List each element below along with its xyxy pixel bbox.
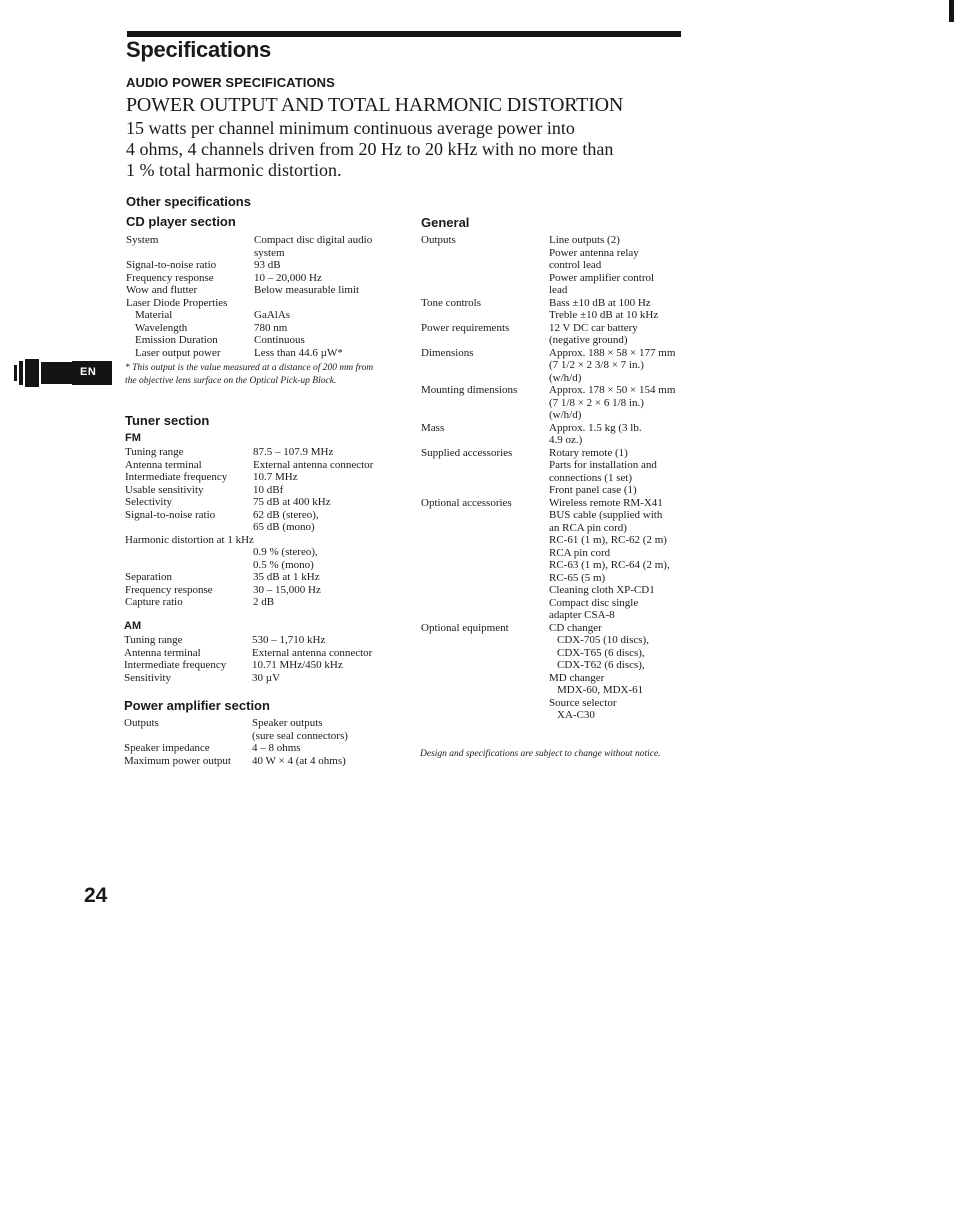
spec-value-line: (negative ground) — [549, 334, 628, 346]
spec-value-line: Approx. 178 × 50 × 154 mm — [549, 384, 676, 396]
spec-value-line: RC-63 (1 m), RC-64 (2 m), — [549, 559, 670, 571]
spec-value — [253, 584, 321, 597]
spec-value-line: 4.9 oz.) — [549, 434, 583, 446]
spec-value-line: 93 dB — [254, 259, 281, 271]
tuner-section-heading: Tuner section — [125, 413, 210, 428]
spec-value-line: 4 – 8 ohms — [252, 742, 301, 754]
spec-label: Antenna terminal — [125, 458, 202, 471]
spec-label: Outputs — [421, 234, 456, 246]
spec-value-line: Cleaning cloth XP-CD1 — [549, 584, 655, 596]
spec-value — [253, 446, 333, 459]
spec-value-line: RC-65 (5 m) — [549, 571, 606, 584]
spec-value-line: 10.7 MHz — [253, 471, 298, 483]
spec-label: Outputs — [124, 717, 159, 729]
spec-label: Mounting dimensions — [421, 384, 518, 396]
spec-label: Usable sensitivity — [125, 483, 204, 496]
spec-value-line: RC-61 (1 m), RC-62 (2 m) — [549, 534, 667, 546]
spec-label: Harmonic distortion at 1 kHz — [125, 533, 254, 546]
spec-label: Wavelength — [135, 321, 188, 334]
spec-value — [252, 672, 280, 685]
spec-value-line: MD changer — [549, 671, 605, 684]
spec-value — [253, 459, 373, 472]
spec-value — [549, 234, 654, 297]
spec-label: Emission Duration — [135, 334, 218, 346]
spec-value — [253, 571, 320, 584]
spec-value-line: RCA pin cord — [549, 546, 611, 559]
spec-label: Wow and flutter — [126, 284, 198, 296]
spec-value-line: 10 – 20,000 Hz — [254, 271, 322, 284]
spec-value — [254, 309, 290, 322]
spec-value-line: Less than 44.6 µW* — [254, 346, 343, 359]
spec-value — [253, 509, 319, 534]
power-output-headline: POWER OUTPUT AND TOTAL HARMONIC DISTORTION — [126, 94, 624, 116]
spec-label: Maximum power output — [124, 754, 231, 767]
spec-value-line: connections (1 set) — [549, 471, 633, 484]
spec-label: Selectivity — [125, 496, 173, 508]
spec-value-line: Line outputs (2) — [549, 234, 620, 246]
spec-value — [252, 647, 372, 660]
spec-value — [252, 755, 346, 768]
spec-value — [549, 347, 675, 385]
spec-label: Laser Diode Properties — [126, 296, 228, 309]
language-tab-en — [72, 361, 112, 385]
spec-value — [549, 622, 649, 722]
audio-power-heading: AUDIO POWER SPECIFICATIONS — [126, 75, 335, 90]
spec-value-line — [253, 534, 318, 547]
spec-value-line: CDX-705 (10 discs), — [557, 634, 649, 646]
spec-value — [253, 484, 283, 497]
spec-value-line: Approx. 188 × 58 × 177 mm — [549, 346, 676, 359]
spec-value-line: (7 1/2 × 2 3/8 × 7 in.) — [549, 359, 644, 371]
cd-section-heading: CD player section — [126, 214, 236, 229]
spec-value-line: 12 V DC car battery — [549, 321, 638, 334]
spec-value-line: Compact disc digital audio — [254, 234, 373, 246]
amplifier-section-heading: Power amplifier section — [124, 698, 270, 713]
spec-label: Capture ratio — [125, 596, 183, 608]
tab-marker-graphic — [14, 359, 72, 387]
spec-value-line: 10.71 MHz/450 kHz — [252, 659, 343, 671]
spec-value-line: Below measurable limit — [254, 284, 360, 296]
spec-value-line: 65 dB (mono) — [253, 521, 315, 533]
spec-value-line: CDX-T62 (6 discs), — [557, 659, 645, 671]
spec-label: Tone controls — [421, 296, 482, 309]
spec-value-line: CD changer — [549, 621, 602, 634]
statement-line: 4 ohms, 4 channels driven from 20 Hz to 20 kHz with no more than — [126, 139, 614, 159]
spec-label: Tuning range — [124, 634, 183, 646]
spec-label: System — [126, 234, 159, 246]
spec-value-line: Wireless remote RM-X41 — [549, 496, 663, 509]
spec-value — [549, 297, 658, 322]
spec-value-line: BUS cable (supplied with — [549, 509, 663, 521]
spec-value — [549, 422, 642, 447]
spec-label: Laser output power — [135, 346, 221, 359]
spec-value — [254, 284, 359, 297]
statement-line: 1 % total harmonic distortion. — [126, 160, 342, 180]
statement-line: 15 watts per channel minimum continuous average power into — [126, 118, 575, 138]
spec-value — [253, 534, 318, 572]
spec-label: Sensitivity — [124, 671, 172, 684]
general-section-heading: General — [421, 215, 470, 230]
power-output-statement — [126, 118, 701, 181]
spec-value-line: an RCA pin cord) — [549, 521, 627, 534]
spec-value-line: Front panel case (1) — [549, 484, 637, 496]
spec-value-line: GaAlAs — [254, 309, 291, 321]
spec-value-line: lead — [549, 284, 568, 296]
spec-value — [252, 742, 301, 755]
spec-value — [253, 471, 298, 484]
spec-value — [549, 322, 638, 347]
spec-value-line: Source selector — [549, 696, 617, 709]
spec-label: Intermediate frequency — [124, 659, 227, 671]
spec-value-line: 87.5 – 107.9 MHz — [253, 446, 334, 458]
spec-value-line: External antenna connector — [253, 458, 374, 471]
page-edge-mark — [949, 0, 954, 22]
spec-value-line: adapter CSA-8 — [549, 609, 615, 621]
spec-value-line: 10 dBf — [253, 483, 284, 496]
spec-value-line: 30 µV — [252, 671, 281, 684]
laser-footnote: * This output is the value measured at a distance of 200 mm from the objective lens surface on the Optical Pick-up Block. — [125, 363, 374, 386]
spec-value-line: 2 dB — [253, 596, 275, 608]
spec-value — [549, 447, 657, 497]
spec-value — [254, 334, 305, 347]
spec-label: Signal-to-noise ratio — [125, 508, 216, 521]
spec-value — [254, 272, 322, 285]
spec-value — [254, 234, 372, 259]
spec-label: Material — [135, 309, 173, 321]
spec-value-line: CDX-T65 (6 discs), — [557, 646, 645, 659]
spec-label: Intermediate frequency — [125, 471, 228, 483]
other-specifications-heading: Other specifications — [126, 194, 251, 209]
spec-value — [254, 259, 281, 272]
spec-value-line: Speaker outputs — [252, 717, 323, 729]
spec-label: Tuning range — [125, 446, 184, 458]
spec-value-line: 75 dB at 400 kHz — [253, 496, 331, 508]
spec-value-line: 40 W × 4 (at 4 ohms) — [252, 754, 346, 767]
spec-value — [253, 596, 274, 609]
spec-value-line: XA-C30 — [557, 709, 595, 721]
spec-value — [254, 322, 287, 335]
spec-label: Frequency response — [125, 583, 213, 596]
spec-value-line: system — [254, 246, 285, 259]
am-heading: AM — [124, 620, 142, 632]
spec-label: Optional accessories — [421, 496, 512, 509]
spec-value-line: Power antenna relay — [549, 246, 639, 259]
spec-label: Power requirements — [421, 321, 510, 334]
spec-label: Antenna terminal — [124, 646, 201, 659]
spec-value — [252, 634, 325, 647]
spec-value-line: 0.9 % (stereo), — [253, 546, 318, 558]
fm-heading: FM — [125, 432, 141, 444]
spec-value — [252, 659, 343, 672]
spec-value-line: (7 1/8 × 2 × 6 1/8 in.) — [549, 396, 644, 409]
spec-label: Optional equipment — [421, 621, 509, 634]
spec-value-line: Parts for installation and — [549, 459, 657, 471]
spec-value-line: 0.5 % (mono) — [253, 558, 314, 571]
spec-value-line: 530 – 1,710 kHz — [252, 634, 326, 646]
spec-value-line: 30 – 15,000 Hz — [253, 583, 321, 596]
spec-value-line: Continuous — [254, 334, 305, 346]
spec-value — [252, 717, 348, 742]
spec-value-line: Power amplifier control — [549, 271, 655, 284]
spec-value-line: 62 dB (stereo), — [253, 508, 319, 521]
spec-value-line: (sure seal connectors) — [252, 729, 348, 742]
page-number: 24 — [84, 884, 108, 907]
spec-value-line: (w/h/d) — [549, 409, 582, 421]
spec-label: Frequency response — [126, 271, 214, 284]
spec-value-line: control lead — [549, 259, 602, 271]
spec-value — [254, 347, 343, 360]
spec-value-line: Rotary remote (1) — [549, 446, 628, 459]
spec-label: Speaker impedance — [124, 742, 210, 754]
language-tab-label: EN — [80, 366, 97, 378]
spec-value-line: Treble ±10 dB at 10 kHz — [549, 309, 659, 321]
spec-value-line: Bass ±10 dB at 100 Hz — [549, 296, 651, 309]
spec-value-line: Compact disc single — [549, 596, 639, 609]
spec-label: Dimensions — [421, 346, 474, 359]
spec-label: Supplied accessories — [421, 446, 513, 459]
spec-value — [253, 496, 331, 509]
spec-value-line: Approx. 1.5 kg (3 lb. — [549, 421, 642, 434]
spec-value-line: 35 dB at 1 kHz — [253, 571, 320, 583]
spec-value-line: 780 nm — [254, 321, 288, 334]
spec-label: Signal-to-noise ratio — [126, 259, 217, 271]
spec-value-line: MDX-60, MDX-61 — [557, 684, 644, 696]
spec-value-line: (w/h/d) — [549, 371, 582, 384]
spec-label: Separation — [125, 571, 173, 583]
spec-label: Mass — [421, 421, 445, 434]
change-notice: Design and specifications are subject to change without notice. — [420, 749, 661, 759]
spec-value — [549, 384, 675, 422]
spec-value-line: External antenna connector — [252, 646, 373, 659]
page-title: Specifications — [126, 37, 271, 62]
spec-value — [549, 497, 670, 622]
